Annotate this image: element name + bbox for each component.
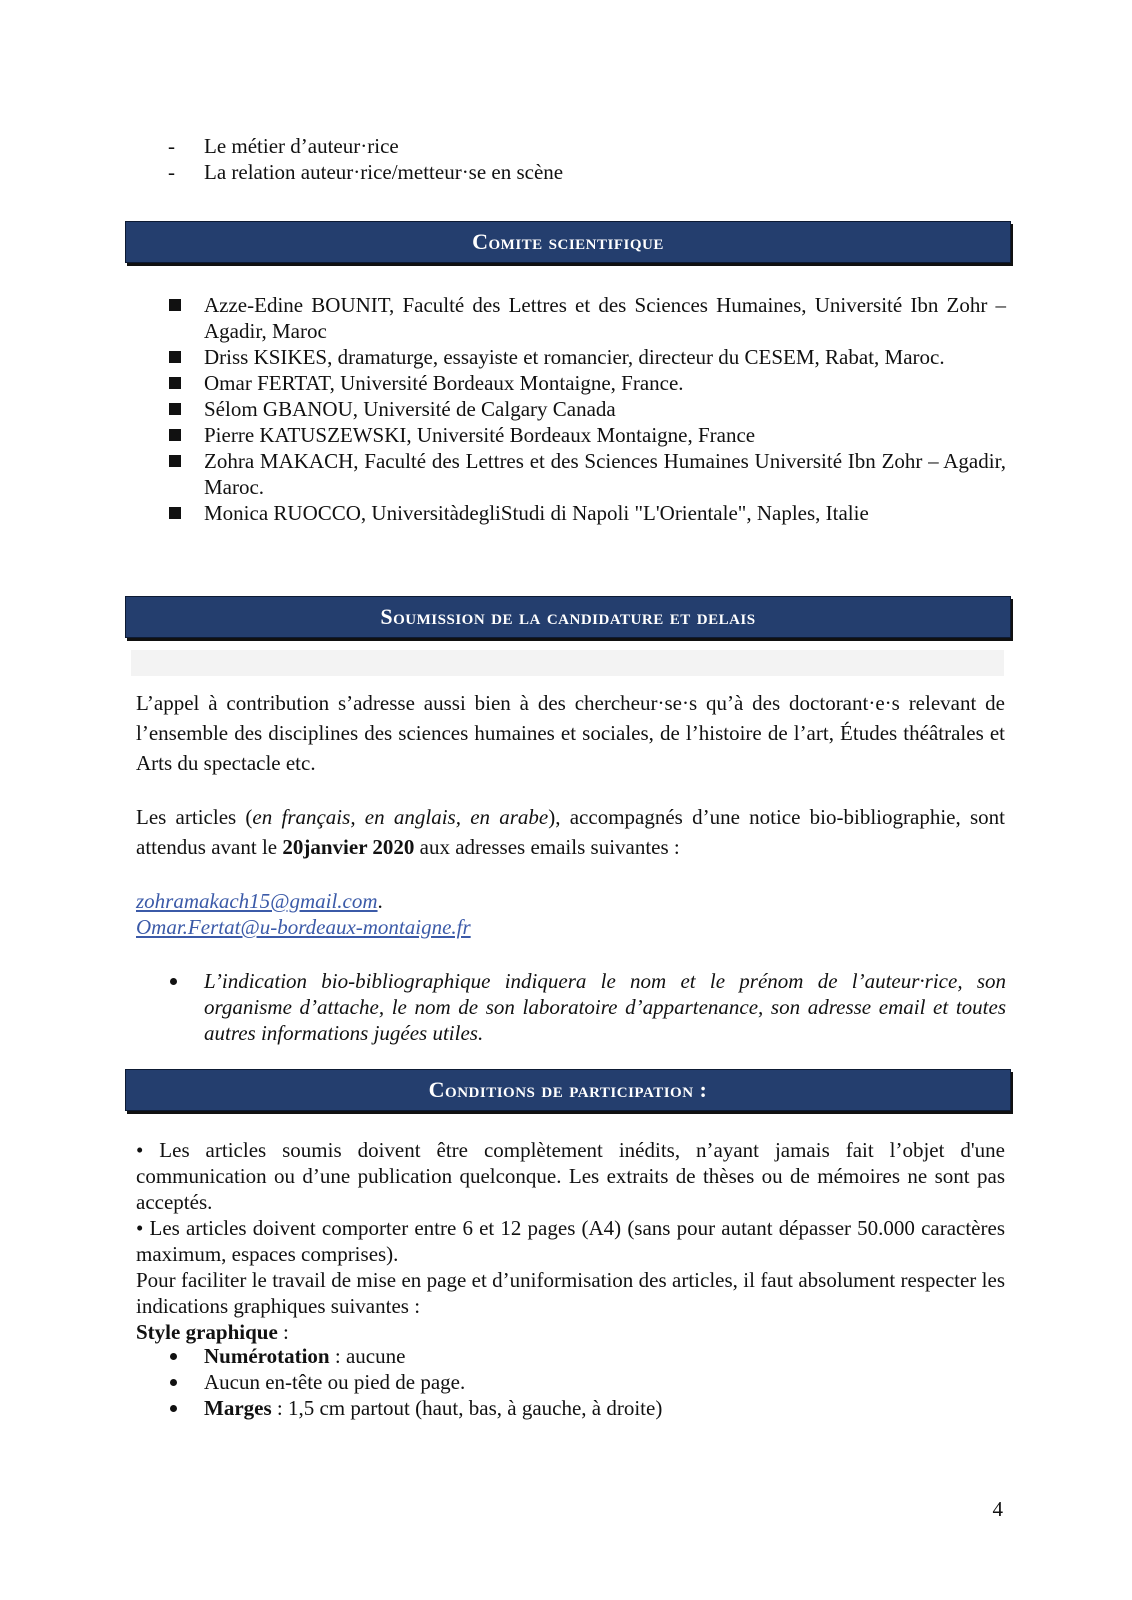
style-heading [136,1319,1005,1345]
item-label: Marges [204,1396,272,1420]
para-text: ), accompagnés d’une notice bio-bibliographie, sont attendus avant le [136,805,1005,859]
email-suffix: . [377,889,383,913]
email-link-fertat[interactable]: Omar.Fertat@u-bordeaux-montaigne.fr [136,915,471,939]
item-text: : 1,5 cm partout (haut, bas, à gauche, à droite) [271,1396,663,1420]
committee-member: Omar FERTAT, Université Bordeaux Montaigne, France. [204,371,684,395]
email-list [136,888,471,940]
note-list [168,968,1006,1046]
committee-list [168,292,1006,526]
languages-text: en français, en anglais, en arabe [252,805,549,829]
section-header-soumission [125,596,1011,638]
square-bullet-icon [168,448,204,500]
list-item-text: Aucun en-tête ou pied de page. [204,1370,466,1394]
list-item-text [204,1343,1006,1369]
square-bullet-icon [168,344,204,370]
round-bullet-icon [168,1343,204,1369]
shaded-strip [131,650,1004,676]
list-item [168,500,1006,526]
list-item [168,1369,1006,1395]
condition-paragraph: • Les articles soumis doivent être complètement inédits, n’ayant jamais fait l’objet d'une communication ou d’une publication quelconque. Les extraits de thèses ou de mémoires ne sont pas acceptés. [136,1138,1005,1214]
intro-dash-list [168,133,563,185]
list-item-text: Le métier d’auteur·rice [204,134,399,158]
list-item [168,370,1006,396]
round-bullet-icon [168,1395,204,1421]
list-item [168,448,1006,500]
square-bullet-icon [168,396,204,422]
square-bullet-icon [168,292,204,344]
dash-marker: - [168,160,175,184]
round-bullet-icon [168,968,204,1046]
condition-paragraph: • Les articles doivent comporter entre 6 et 12 pages (A4) (sans pour autant dépasser 50.000 caractères maximum, espaces comprises). [136,1216,1005,1266]
round-bullet-icon [168,1369,204,1395]
section-header-conditions [125,1069,1011,1111]
square-bullet-icon [168,500,204,526]
condition-paragraph: Pour faciliter le travail de mise en page et d’uniformisation des articles, il faut absolument respecter les indications graphiques suivantes : [136,1268,1005,1318]
list-item [168,968,1006,1046]
list-item-text [204,1395,1006,1421]
conditions-body [136,1137,1005,1345]
para-text: aux adresses emails suivantes : [414,835,680,859]
list-item [168,1343,1006,1369]
committee-member: Driss KSIKES, dramaturge, essayiste et romancier, directeur du CESEM, Rabat, Maroc. [204,345,945,369]
list-item [168,396,1006,422]
list-item [168,1395,1006,1421]
bio-note-text: L’indication bio-bibliographique indiquera le nom et le prénom de l’auteur·rice, son organisme d’attache, le nom de son laboratoire d’appartenance, son adresse email et toutes autres informations jugées utiles. [204,969,1006,1045]
section-title: Conditions de participation : [428,1077,708,1102]
committee-member: Sélom GBANOU, Université de Calgary Canada [204,397,616,421]
style-list [168,1343,1006,1421]
section-header-comite [125,221,1011,263]
submission-paragraph-1: L’appel à contribution s’adresse aussi bien à des chercheur·se·s qu’à des doctorant·e·s relevant de l’ensemble des disciplines des sciences humaines et sociales, de l’histoire de l’art, Études théâtrales et Arts du spectacle etc. [136,691,1005,775]
style-label: Style graphique [136,1320,278,1344]
list-item [168,344,1006,370]
item-label: Numérotation [204,1344,330,1368]
committee-member: Monica RUOCCO, UniversitàdegliStudi di Napoli "L'Orientale", Naples, Italie [204,501,869,525]
para-text: Les articles ( [136,805,253,829]
style-suffix: : [277,1320,289,1344]
deadline-text: 20janvier 2020 [282,835,415,859]
committee-member: Azze-Edine BOUNIT, Faculté des Lettres et des Sciences Humaines, Université Ibn Zohr – Agadir, Maroc [204,293,1006,343]
list-item [168,292,1006,344]
square-bullet-icon [168,370,204,396]
list-item [168,422,1006,448]
list-item-text: La relation auteur·rice/metteur·se en scène [204,160,564,184]
committee-member: Pierre KATUSZEWSKI, Université Bordeaux Montaigne, France [204,423,756,447]
section-title: Comite scientifique [472,229,664,254]
dash-marker: - [168,134,175,158]
list-item [168,133,563,159]
list-item [168,159,563,185]
item-text: : aucune [329,1344,406,1368]
email-link-makach[interactable]: zohramakach15@gmail.com [136,889,378,913]
committee-member: Zohra MAKACH, Faculté des Lettres et des Sciences Humaines Université Ibn Zohr – Agadir, Maroc. [204,449,1006,499]
section-title: Soumission de la candidature et delais [380,604,756,629]
page-number: 4 [992,1497,1003,1521]
square-bullet-icon [168,422,204,448]
submission-paragraph-2 [136,802,1005,862]
